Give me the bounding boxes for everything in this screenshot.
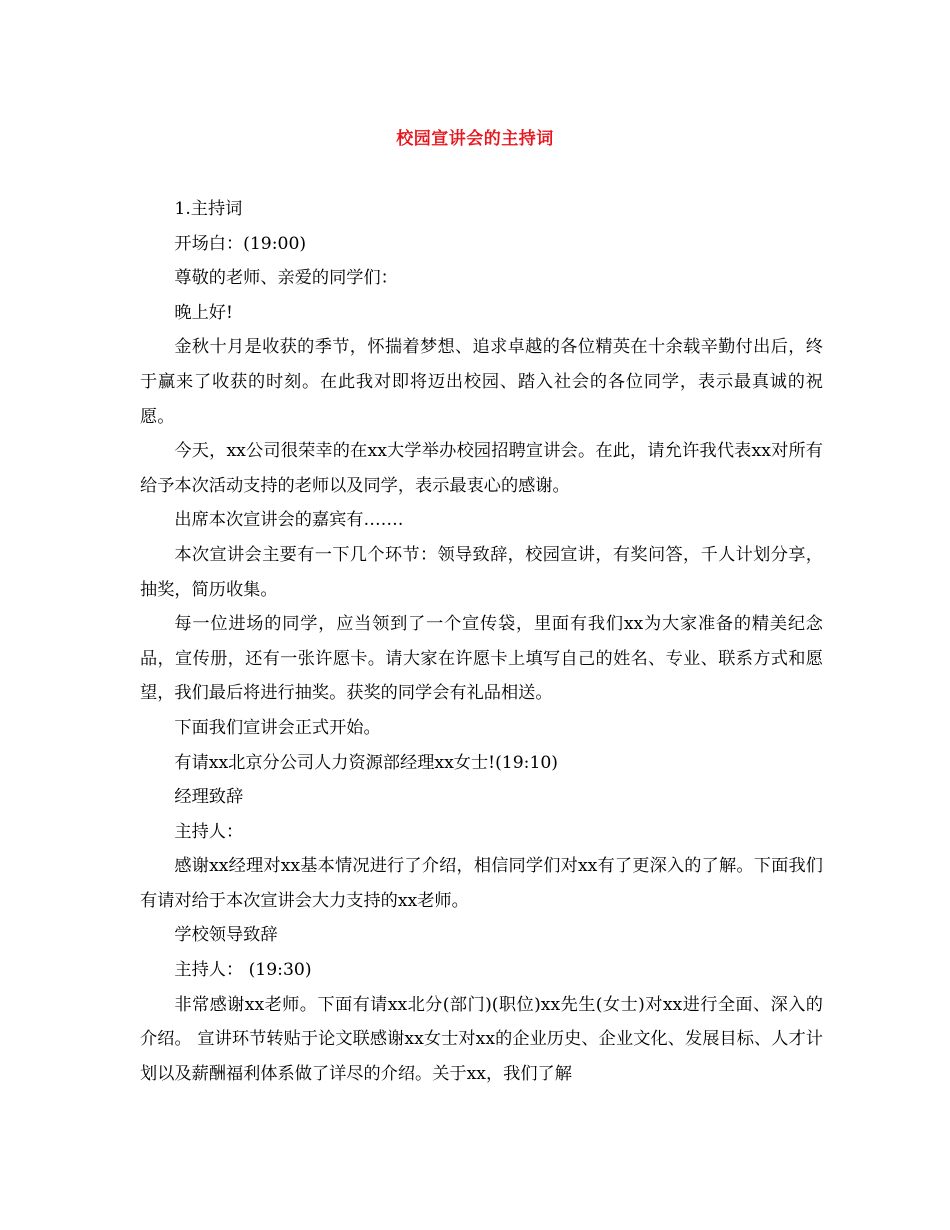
paragraph-greeting: 晚上好! xyxy=(174,302,233,323)
paragraph-school-leader-speech: 学校领导致辞 xyxy=(174,925,278,946)
paragraph-opening-label: 开场白：(19:00) xyxy=(174,233,307,254)
document-title: 校园宣讲会的主持词 xyxy=(396,129,554,149)
paragraph-company-thanks: 今天，xx公司很荣幸的在xx大学举办校园招聘宣讲会。在此，请允许我代表xx对所有给予本次活动支持的老师以及同学，表示最衷心的感谢。 xyxy=(140,441,823,496)
paragraph-host-label-1930: 主持人： (19:30) xyxy=(174,960,312,981)
paragraph-guests: 出席本次宣讲会的嘉宾有……. xyxy=(174,510,404,531)
paragraph-start: 下面我们宣讲会正式开始。 xyxy=(174,717,381,738)
paragraph-host-label: 主持人： xyxy=(174,821,244,842)
paragraph-agenda: 本次宣讲会主要有一下几个环节：领导致辞，校园宣讲，有奖问答，千人计划分享，抽奖，简历收集。 xyxy=(140,544,823,600)
paragraph-invite-manager: 有请xx北京分公司人力资源部经理xx女士!(19:10) xyxy=(174,752,559,773)
paragraph-autumn-wishes: 金秋十月是收获的季节，怀揣着梦想、追求卓越的各位精英在十余载辛勤付出后，终于赢来了收获的时刻。在此我对即将迈出校园、踏入社会的各位同学，表示最真诚的祝愿。 xyxy=(140,337,823,427)
paragraph-thank-teacher: 非常感谢xx老师。下面有请xx北分(部门)(职位)xx先生(女士)对xx进行全面、深入的介绍。 宣讲环节转贴于论文联感谢xx女士对xx的企业历史、企业文化、发展目标、人才计划以及薪酬福利体系做了详尽的介绍。关于xx，我们了解 xyxy=(140,994,823,1084)
document-body xyxy=(140,192,823,1091)
paragraph-salutation: 尊敬的老师、亲爱的同学们： xyxy=(174,268,398,289)
paragraph-section-heading: 1.主持词 xyxy=(174,199,243,219)
paragraph-manager-speech: 经理致辞 xyxy=(174,787,244,808)
paragraph-thank-manager: 感谢xx经理对xx基本情况进行了介绍，相信同学们对xx有了更深入的了解。下面我们有请对给于本次宣讲会大力支持的xx老师。 xyxy=(140,856,823,911)
paragraph-gift-bag: 每一位进场的同学，应当领到了一个宣传袋，里面有我们xx为大家准备的精美纪念品，宣传册，还有一张许愿卡。请大家在许愿卡上填写自己的姓名、专业、联系方式和愿望，我们最后将进行抽奖。获奖的同学会有礼品相送。 xyxy=(140,614,823,704)
